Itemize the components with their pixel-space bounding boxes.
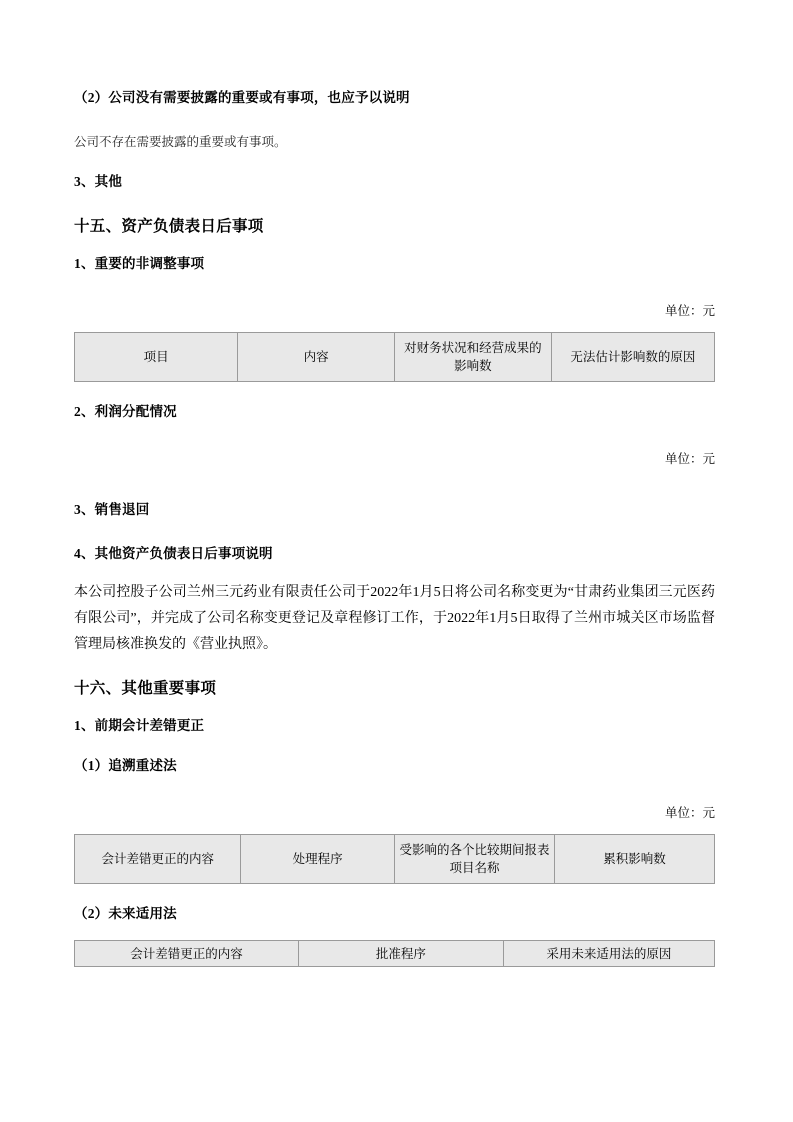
table-header-row	[75, 333, 715, 382]
heading-retrospective-restatement: （1）追溯重述法	[74, 758, 177, 773]
heading-other-3: 3、其他	[74, 174, 123, 189]
heading-sales-return: 3、销售退回	[74, 502, 150, 517]
paragraph-post-balance-notes: 本公司控股子公司兰州三元药业有限责任公司于2022年1月5日将公司名称变更为“甘肃药业集团三元医药有限公司”，并完成了公司名称变更登记及章程修订工作，于2022年1月5日取得了兰州市城关区市场监督管理局核准换发的《营业执照》。	[74, 585, 715, 652]
table-column-header: 会计差错更正的内容	[75, 835, 241, 884]
table-column-header: 无法估计影响数的原因	[551, 333, 714, 382]
heading-section-16: 十六、其他重要事项	[74, 680, 217, 697]
table-column-header: 受影响的各个比较期间报表项目名称	[394, 835, 554, 884]
table-column-header: 累积影响数	[554, 835, 714, 884]
table-column-header: 采用未来适用法的原因	[503, 941, 714, 967]
table-column-header: 对财务状况和经营成果的影响数	[394, 333, 551, 382]
heading-profit-distribution: 2、利润分配情况	[74, 404, 177, 419]
heading-prospective-application: （2）未来适用法	[74, 906, 177, 921]
table-header-row	[75, 941, 715, 967]
table-column-header: 处理程序	[241, 835, 395, 884]
heading-nonadjusting-events: 1、重要的非调整事项	[74, 256, 205, 271]
paragraph-disclosure-note: 公司不存在需要披露的重要或有事项。	[74, 135, 287, 149]
table-column-header: 内容	[238, 333, 395, 382]
heading-disclosure-note: （2）公司没有需要披露的重要或有事项，也应予以说明	[74, 90, 410, 105]
table-retrospective-restatement	[74, 834, 715, 884]
table-column-header: 会计差错更正的内容	[75, 941, 299, 967]
heading-section-15: 十五、资产负债表日后事项	[74, 218, 264, 235]
table-nonadjusting-events	[74, 332, 715, 382]
unit-label-retrospective: 单位：元	[664, 806, 715, 820]
heading-prior-error-correction: 1、前期会计差错更正	[74, 718, 205, 733]
heading-post-balance-notes: 4、其他资产负债表日后事项说明	[74, 546, 273, 561]
unit-label-profit-distribution: 单位：元	[664, 452, 715, 466]
table-column-header: 批准程序	[299, 941, 504, 967]
table-column-header: 项目	[75, 333, 238, 382]
table-prospective-application	[74, 940, 715, 967]
table-header-row	[75, 835, 715, 884]
unit-label-nonadjusting: 单位：元	[664, 304, 715, 318]
